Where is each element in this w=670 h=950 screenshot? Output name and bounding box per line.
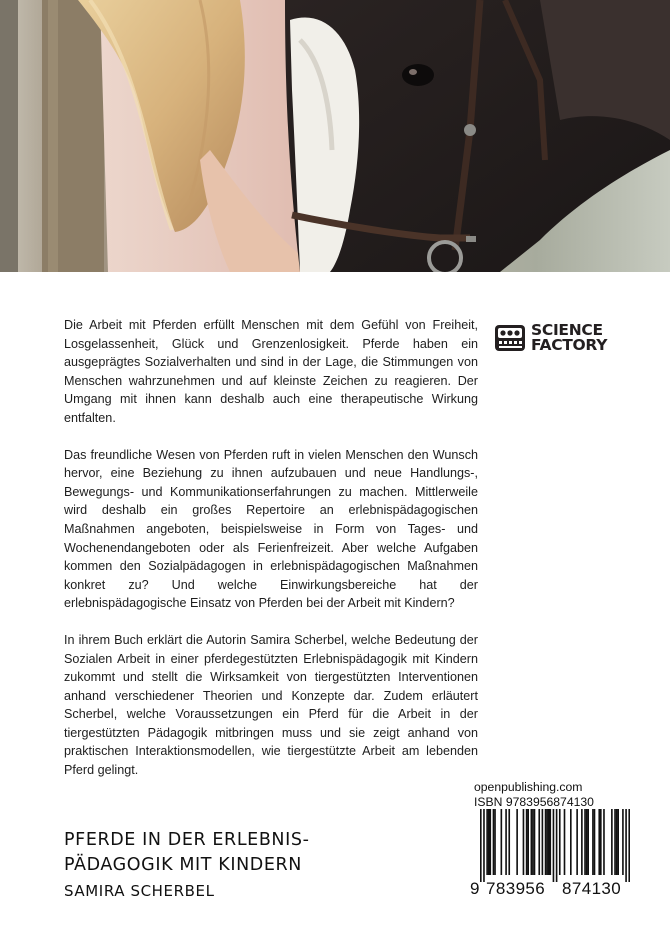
barcode-bar (600, 809, 602, 875)
barcode-bar (516, 809, 518, 875)
barcode-bar (508, 809, 510, 875)
barcode-digits (470, 879, 632, 899)
barcode-bar (570, 809, 572, 875)
barcode-bar (486, 809, 488, 875)
barcode-bar (576, 809, 578, 875)
barcode-bar (584, 809, 586, 875)
logo-line-2: FACTORY (531, 336, 608, 354)
publisher-logo (494, 319, 614, 357)
barcode-bar (622, 809, 624, 875)
logo-wordmark (531, 323, 607, 353)
barcode-bar (488, 809, 490, 875)
barcode-bar (592, 809, 594, 875)
blurb-paragraph-1: Die Arbeit mit Pferden erfüllt Menschen mit dem Gefühl von Freiheit, Losgelassenheit, Glück und Grenzenlosigkeit. Pferde haben ein ausgeprägtes Sozialverhalten und sind in der Lage, die Stimmungen von Menschen wahrzunehmen und auf kleinste Zeichen zu reagieren. Der Umgang mit ihnen kann deshalb auch eine therapeutische Wirkung entfalten. (64, 318, 478, 425)
back-cover-blurb (64, 316, 478, 798)
barcode-bar (534, 809, 536, 875)
barcode-bar (494, 809, 496, 875)
blurb-paragraph-2: Das freundliche Wesen von Pferden ruft in vielen Menschen den Wunsch hervor, eine Beziehung zu ihnen aufzubauen und neue Handlungs-, Bewegungs- und Kommunikationserfahrungen zu machen. Mittlerweile wird deshalb ein großes Repertoire an erlebnispädagogischen Maßnahmen angeboten, beispielsweise in Form von Tages- und Wochenendangeboten oder als Ferienfreizeit. Aber welche Aufgaben kommen den Sozialpädagogen in erlebnispädagogischen Maßnahmen konkret zu? Und welche Einwirkungsbereiche hat der erlebnispädagogische Einsatz von Pferden bei der Arbeit mit Kindern? (64, 447, 478, 611)
horse-and-girl-illustration (0, 0, 670, 272)
publisher-website: openpublishing.com (474, 780, 583, 794)
barcode-bar (587, 809, 589, 875)
barcode-bar (531, 809, 533, 875)
book-title-line-1: PFERDE IN DER ERLEBNIS- (64, 830, 310, 850)
publisher-info (474, 780, 594, 810)
logo-line-1: SCIENCE (531, 321, 603, 339)
blurb-paragraph-3: In ihrem Buch erklärt die Autorin Samira Scherbel, welche Bedeutung der Sozialen Arbeit in einer pferdegestützten Erlebnispädagogik mit Kindern zukommt und stellt die Wirksamkeit von tiergestützten Interventionen anhand verschiedener Theorien und Konzepte dar. Zudem erläutert Scherbel, welche Voraussetzungen ein Pferd für die Arbeit in der tiergestützten Pädagogik mitbringen muss und sie zeigt anhand von praktischen Interaktionsmodellen, wie tiergestützte Arbeit am lebenden Pferd gelingt. (64, 632, 478, 778)
barcode-bar (598, 809, 600, 875)
barcode-bar (480, 809, 482, 882)
barcode-bar (505, 809, 507, 875)
barcode-bar (556, 809, 558, 882)
barcode-bar (546, 809, 548, 875)
barcode-bar (493, 809, 495, 875)
cover-photo (0, 0, 670, 272)
book-title (64, 828, 444, 878)
barcode-bar (594, 809, 596, 875)
barcode-digits-group-1: 783956 (486, 879, 546, 898)
barcode-bar (483, 809, 485, 882)
barcode-bar (616, 809, 618, 875)
science-factory-logo-icon (494, 322, 526, 354)
barcode-bar (501, 809, 503, 875)
isbn-label: ISBN 9783956874130 (474, 795, 594, 809)
barcode-digit-first: 9 (470, 879, 480, 898)
barcode-bar (545, 809, 547, 875)
book-author: SAMIRA SCHERBEL (64, 882, 215, 900)
isbn-barcode (480, 809, 630, 882)
barcode-bar (611, 809, 613, 875)
barcode-bar (526, 809, 528, 875)
barcode-bar (549, 809, 551, 875)
barcode-bar (586, 809, 588, 875)
barcode-bar (489, 809, 491, 875)
barcode-bar (542, 809, 544, 875)
barcode-bar (527, 809, 529, 875)
barcode-bar (625, 809, 627, 882)
barcode-bar (614, 809, 616, 875)
barcode-bar (523, 809, 525, 875)
barcode-digits-group-2: 874130 (562, 879, 622, 898)
barcode-bar (553, 809, 555, 882)
barcode-bar (532, 809, 534, 875)
barcode-bar (564, 809, 566, 875)
book-title-line-2: PÄDAGOGIK MIT KINDERN (64, 855, 302, 875)
barcode-bar (628, 809, 630, 882)
barcode-bar (548, 809, 550, 875)
barcode-bar (603, 809, 605, 875)
barcode-bar (559, 809, 561, 875)
barcode-bar (538, 809, 540, 875)
barcode-bar (617, 809, 619, 875)
barcode-bar (581, 809, 583, 875)
